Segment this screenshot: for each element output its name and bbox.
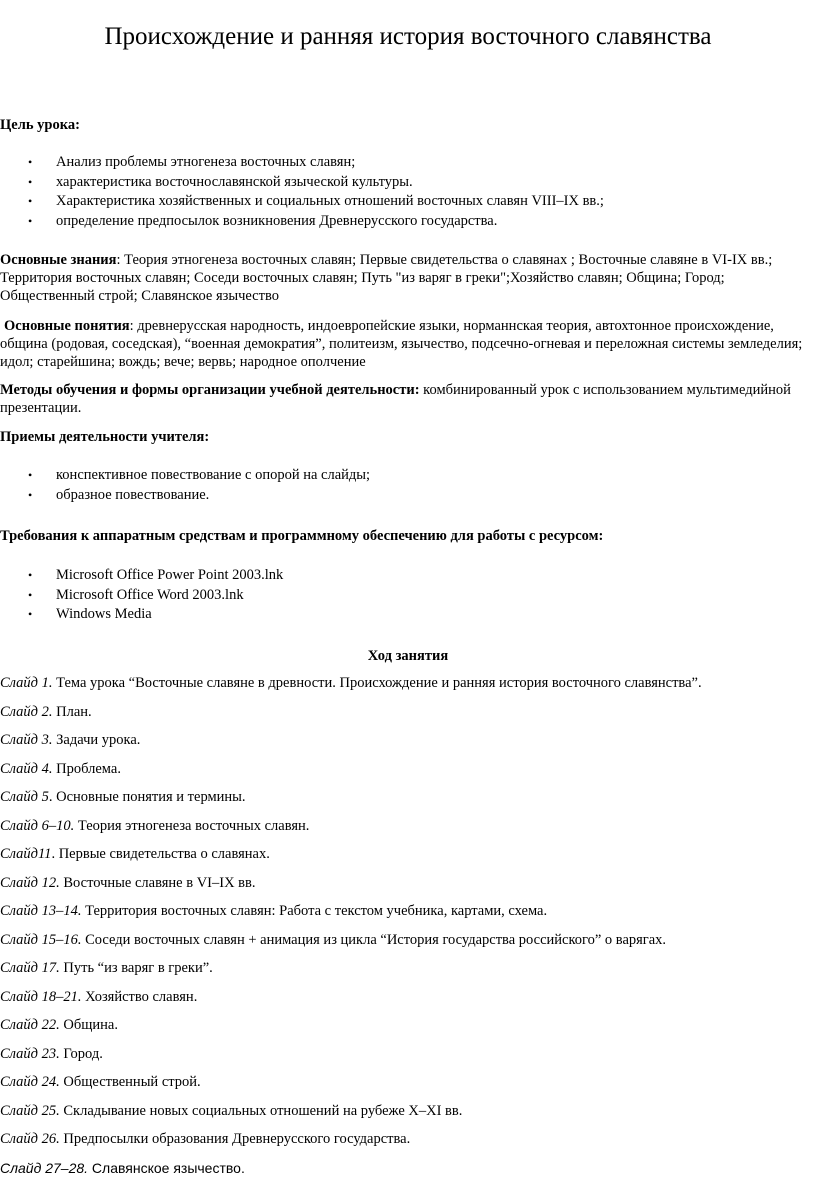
slide-line: Слайд 15–16. Соседи восточных славян + анимация из цикла “История государства российского” о варягах.: [0, 932, 667, 948]
requirements-list: [0, 566, 283, 625]
slide-line: Слайд 6–10. Теория этногенеза восточных славян.: [0, 818, 310, 834]
techniques-heading: Приемы деятельности учителя:: [0, 429, 210, 445]
methods-paragraph: [0, 381, 814, 417]
slide-line: Слайд 17. Путь “из варяг в греки”.: [0, 960, 213, 976]
bullet-icon: •: [28, 468, 33, 482]
slide-line: Слайд 1. Тема урока “Восточные славяне в древности. Происхождение и ранняя история восточного славянства”.: [0, 675, 702, 691]
techniques-list: [0, 466, 370, 505]
goal-list: [0, 153, 604, 231]
slide-line: Слайд 4. Проблема.: [0, 761, 121, 777]
bullet-icon: •: [28, 194, 33, 208]
bullet-icon: •: [28, 155, 33, 169]
list-item: • определение предпосылок возникновения Древнерусского государства.: [0, 212, 604, 232]
knowledge-paragraph: [0, 251, 814, 305]
list-item: • образное повествование.: [0, 486, 370, 506]
bullet-icon: •: [28, 487, 33, 502]
list-item: • Анализ проблемы этногенеза восточных славян;: [0, 153, 604, 173]
bullet-icon: •: [28, 213, 33, 228]
bullet-icon: •: [28, 607, 33, 621]
knowledge-label: Основные знания: [0, 252, 117, 268]
list-item: • конспективное повествование с опорой на слайды;: [0, 466, 370, 486]
bullet-icon: •: [28, 568, 33, 582]
concepts-label: Основные понятия: [4, 318, 130, 334]
slide-line: Слайд 12. Восточные славяне в VI–IX вв.: [0, 875, 256, 891]
goal-heading: Цель урока:: [0, 117, 80, 133]
requirements-heading: Требования к аппаратным средствам и программному обеспечению для работы с ресурсом:: [0, 528, 604, 544]
list-item: • Microsoft Office Word 2003.lnk: [0, 586, 283, 606]
slide-line: Слайд 3. Задачи урока.: [0, 732, 141, 748]
slide-line: Слайд 18–21. Хозяйство славян.: [0, 989, 198, 1005]
slide-line: Слайд11. Первые свидетельства о славянах.: [0, 846, 270, 862]
bullet-icon: •: [28, 174, 33, 189]
slide-line: Слайд 23. Город.: [0, 1046, 103, 1062]
list-item: • Microsoft Office Power Point 2003.lnk: [0, 566, 283, 586]
concepts-paragraph: [0, 317, 814, 371]
slide-line: Слайд 25. Складывание новых социальных отношений на рубеже X–XI вв.: [0, 1103, 463, 1119]
slide-line: Слайд 24. Общественный строй.: [0, 1074, 201, 1090]
list-item: • Характеристика хозяйственных и социальных отношений восточных славян VIII–IX вв.;: [0, 192, 604, 212]
slide-line: Слайд 13–14. Территория восточных славян: Работа с текстом учебника, картами, схема.: [0, 903, 548, 919]
slide-line: Слайд 27–28. Славянское язычество.: [0, 1160, 245, 1176]
methods-text: комбинированный урок с использованием мультимедийной презентации.: [0, 382, 791, 416]
list-item: • Windows Media: [0, 605, 283, 625]
bullet-icon: •: [28, 587, 33, 602]
slide-line: Слайд 5. Основные понятия и термины.: [0, 789, 246, 805]
slide-line: Слайд 2. План.: [0, 704, 92, 720]
methods-label: Методы обучения и формы организации учебной деятельности:: [0, 382, 420, 398]
slide-line: Слайд 26. Предпосылки образования Древнерусского государства.: [0, 1131, 411, 1147]
list-item: • характеристика восточнославянской языческой культуры.: [0, 173, 604, 193]
page-title: Происхождение и ранняя история восточного славянства: [104, 23, 712, 50]
knowledge-text: : Теория этногенеза восточных славян; Первые свидетельства о славянах ; Восточные славяне в VI-IX вв.; Территория восточных славян; Соседи восточных славян; Путь "из варяг в греки";Хозяйство славян; Община; Город; Общественный строй; Славянское язычество: [0, 252, 773, 304]
slide-line: Слайд 22. Община.: [0, 1017, 118, 1033]
concepts-text: : древнерусская народность, индоевропейские языки, норманнская теория, автохтонное происхождение, община (родовая, соседская), “военная демократия”, политеизм, язычество, подсечно-огневая и переложная системы земледелия; идол; старейшина; вождь; вече; вервь; народное ополчение: [0, 318, 803, 370]
course-heading: Ход занятия: [367, 648, 449, 664]
